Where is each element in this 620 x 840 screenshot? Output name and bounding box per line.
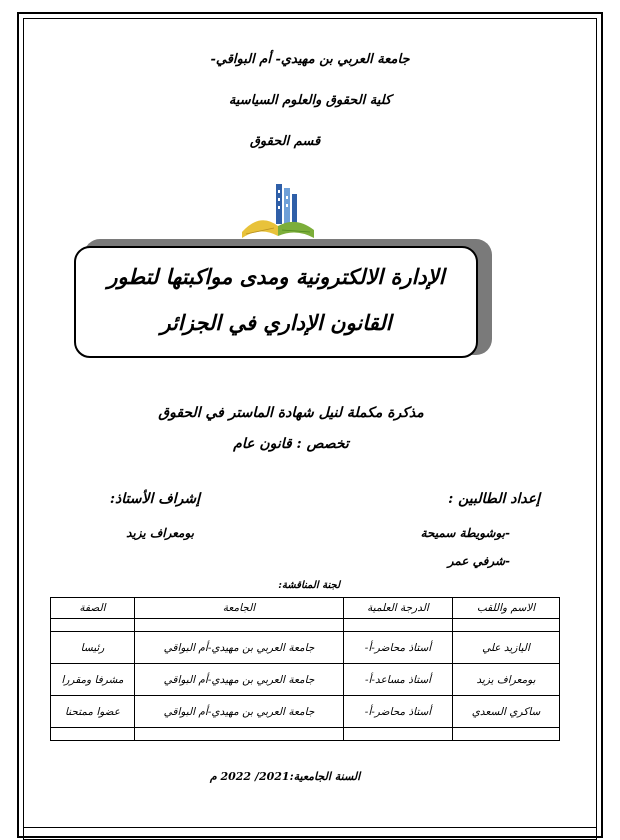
member-rank: أستاذ محاضر-أ- xyxy=(344,696,453,728)
member-role: رئيسا xyxy=(51,632,135,664)
academic-year: السنة الجامعية:2021/ 2022 م xyxy=(209,770,361,783)
supervisor-name: بومعراف يزيد xyxy=(126,526,194,540)
header-rank: الدرجة العلمية xyxy=(344,598,453,619)
degree-statement: مذكرة مكملة لنيل شهادة الماستر في الحقوق xyxy=(158,405,424,421)
table-row xyxy=(51,632,560,664)
student-name-1: -بوشويطة سميحة xyxy=(420,526,510,540)
member-rank: أستاذ محاضر-أ- xyxy=(344,632,453,664)
member-role: عضوا ممتحنا xyxy=(51,696,135,728)
member-rank: أستاذ مساعد-أ- xyxy=(344,664,453,696)
member-name: ساكري السعدي xyxy=(453,696,560,728)
header-university: الجامعة xyxy=(135,598,344,619)
thesis-title-line-2: القانون الإداري في الجزائر xyxy=(160,310,392,335)
member-name: اليازيد علي xyxy=(453,632,560,664)
supervisor-label: إشراف الأستاذ: xyxy=(109,491,200,507)
table-row xyxy=(51,664,560,696)
student-name-2: -شرفي عمر xyxy=(447,554,510,568)
university-name: جامعة العربي بن مهيدي- أم البواقي- xyxy=(210,52,410,67)
table-spacer-row xyxy=(51,728,560,741)
university-logo xyxy=(236,182,320,244)
specialty-statement: تخصص : قانون عام xyxy=(233,436,349,452)
thesis-title-box xyxy=(74,246,478,358)
member-university: جامعة العربي بن مهيدي-أم البواقي xyxy=(135,632,344,664)
member-name: بومعراف يزيد xyxy=(453,664,560,696)
students-label: إعداد الطالبين : xyxy=(448,491,540,507)
member-university: جامعة العربي بن مهيدي-أم البواقي xyxy=(135,664,344,696)
logo-book-left-icon xyxy=(242,220,278,238)
committee-caption: لجنة المناقشة: xyxy=(278,580,340,591)
table-spacer-row xyxy=(51,619,560,632)
header-name: الاسم واللقب xyxy=(453,598,560,619)
table-row xyxy=(51,696,560,728)
header-role: الصفة xyxy=(51,598,135,619)
faculty-name: كلية الحقوق والعلوم السياسية xyxy=(228,93,392,108)
table-header-row xyxy=(51,598,560,619)
member-role: مشرفا ومقررا xyxy=(51,664,135,696)
thesis-title-line-1: الإدارة الالكترونية ومدى مواكبتها لتطور xyxy=(107,264,445,289)
department-name: قسم الحقوق xyxy=(249,134,321,149)
committee-table xyxy=(50,597,560,741)
bottom-border-line xyxy=(23,827,597,834)
member-university: جامعة العربي بن مهيدي-أم البواقي xyxy=(135,696,344,728)
logo-building-icon xyxy=(276,184,297,224)
